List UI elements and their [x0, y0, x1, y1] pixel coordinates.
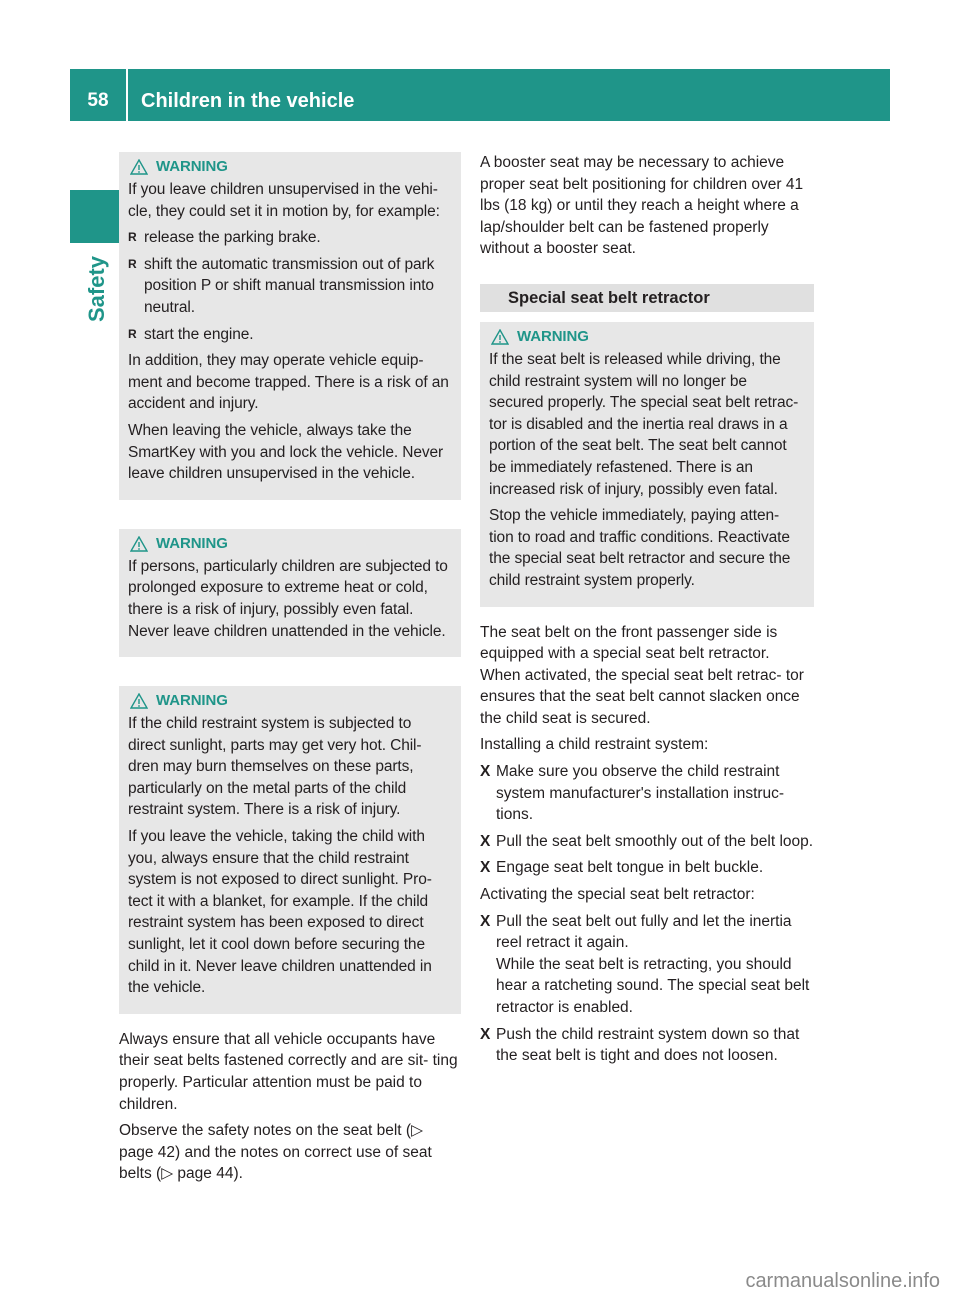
warning-title: WARNING — [517, 328, 589, 346]
warning-triangle-icon — [130, 693, 148, 709]
instruction-heading: Activating the special seat belt retractor: — [480, 886, 755, 904]
instruction-step: X Push the child restraint system down so that the seat belt is tight and does not loosen. — [480, 1025, 800, 1065]
step-marker-icon: X — [480, 912, 491, 930]
instruction-step: X Pull the seat belt smoothly out of the belt loop. — [480, 831, 814, 853]
warning-triangle-icon — [491, 329, 509, 345]
step-marker-icon: X — [480, 763, 491, 781]
warning-text: If the seat belt is released while driving, the child restraint system will no longer be secured properly. The special seat belt retrac- tor is disabled and the inertia real draws in a portion of the seat belt. The seat belt cannot be immediately refastened. There is an increased risk of injury, possibly even fatal. — [489, 350, 799, 498]
warning-box-unsupervised — [119, 152, 461, 500]
instruction-step: X Make sure you observe the child restraint system manufacturer's installation instruc- tions. — [480, 763, 785, 824]
warning-triangle-icon — [130, 159, 148, 175]
warning-box-retractor — [480, 322, 814, 607]
body-paragraph-booster: A booster seat may be necessary to achieve proper seat belt positioning for children over 41 lbs (18 kg) or until they reach a height where a lap/shoulder belt can be fastened properly without a booster seat. — [480, 154, 804, 258]
watermark: carmanualsonline.info — [745, 1270, 940, 1292]
instruction-step: X Engage seat belt tongue in belt buckle. — [480, 857, 814, 879]
warning-text: If the child restraint system is subjected to direct sunlight, parts may get very hot. Chil- dren may burn themselves on these parts, particularly on the metal parts of the child restraint system. There is a risk of injury. — [128, 715, 422, 819]
warning-heading — [128, 156, 452, 178]
step-marker-icon: X — [480, 832, 491, 850]
warning-title: WARNING — [156, 692, 228, 710]
page-title: Children in the vehicle — [141, 90, 355, 112]
instruction-step: X Pull the seat belt out fully and let the inertia reel retract it again. While the seat belt is retracting, you should hear a ratcheting sound. The special seat belt retractor is enabled. — [480, 912, 810, 1016]
warning-triangle-icon — [130, 536, 148, 552]
warning-heading — [128, 690, 452, 712]
warning-heading — [128, 533, 452, 555]
list-item: R start the engine. — [128, 324, 452, 346]
list-item: R shift the automatic transmission out of park position P or shift manual transmission into neutral. — [128, 254, 452, 319]
body-paragraph: Always ensure that all vehicle occupants have their seat belts fastened correctly and are sit- ting properly. Particular attention must be paid to children. — [119, 1030, 458, 1113]
warning-text: Stop the vehicle immediately, paying atten- tion to road and traffic conditions. Reactivate the special seat belt retractor and secure the child restraint system properly. — [489, 507, 791, 589]
right-column — [480, 152, 814, 1072]
instruction-heading: Installing a child restraint system: — [480, 736, 709, 754]
step-marker-icon: X — [480, 1025, 491, 1043]
page-number: 58 — [87, 90, 109, 111]
warning-heading — [489, 326, 805, 348]
warning-text: If you leave the vehicle, taking the child with you, always ensure that the child restraint system is not exposed to direct sunlight. Pro- tect it with a blanket, for example. If the child restraint system has been exposed to direct sunlight, let it cool down before securing the child in it. Never leave children unattended in the vehicle. — [128, 828, 432, 997]
body-paragraph: The seat belt on the front passenger side is equipped with a special seat belt retractor. When activated, the special seat belt retrac- tor ensures that the seat belt cannot slacken once the child seat is secured. — [480, 623, 804, 727]
warning-text: When leaving the vehicle, always take the SmartKey with you and lock the vehicle. Never leave children unsupervised in the vehicle. — [128, 421, 444, 483]
header-divider — [126, 69, 128, 121]
side-tab-label: Safety — [84, 255, 109, 322]
warning-title: WARNING — [156, 534, 228, 552]
warning-text: If persons, particularly children are subjected to prolonged exposure to extreme heat or cold, there is a risk of injury, possibly even fatal. Never leave children unattended in the vehicle. — [128, 557, 448, 640]
warning-text: In addition, they may operate vehicle equip- ment and become trapped. There is a risk of an accident and injury. — [128, 352, 449, 413]
step-marker-icon: X — [480, 859, 491, 877]
left-column — [119, 152, 461, 1190]
body-paragraph-safety-notes: Observe the safety notes on the seat belt (▷ page 42) and the notes on correct use of seat belts (▷ page 44). — [119, 1122, 432, 1183]
side-tab-marker — [70, 190, 123, 243]
section-heading: Special seat belt retractor — [480, 284, 814, 312]
warning-box-sunlight — [119, 686, 461, 1014]
warning-text: If you leave children unsupervised in the vehi- cle, they could set it in motion by, for example: — [128, 181, 440, 220]
warning-title: WARNING — [156, 158, 228, 176]
warning-box-heat — [119, 529, 461, 657]
list-item: R release the parking brake. — [128, 227, 452, 249]
step-note: While the seat belt is retracting, you should hear a ratcheting sound. The special seat belt retractor is enabled. — [496, 955, 810, 1016]
